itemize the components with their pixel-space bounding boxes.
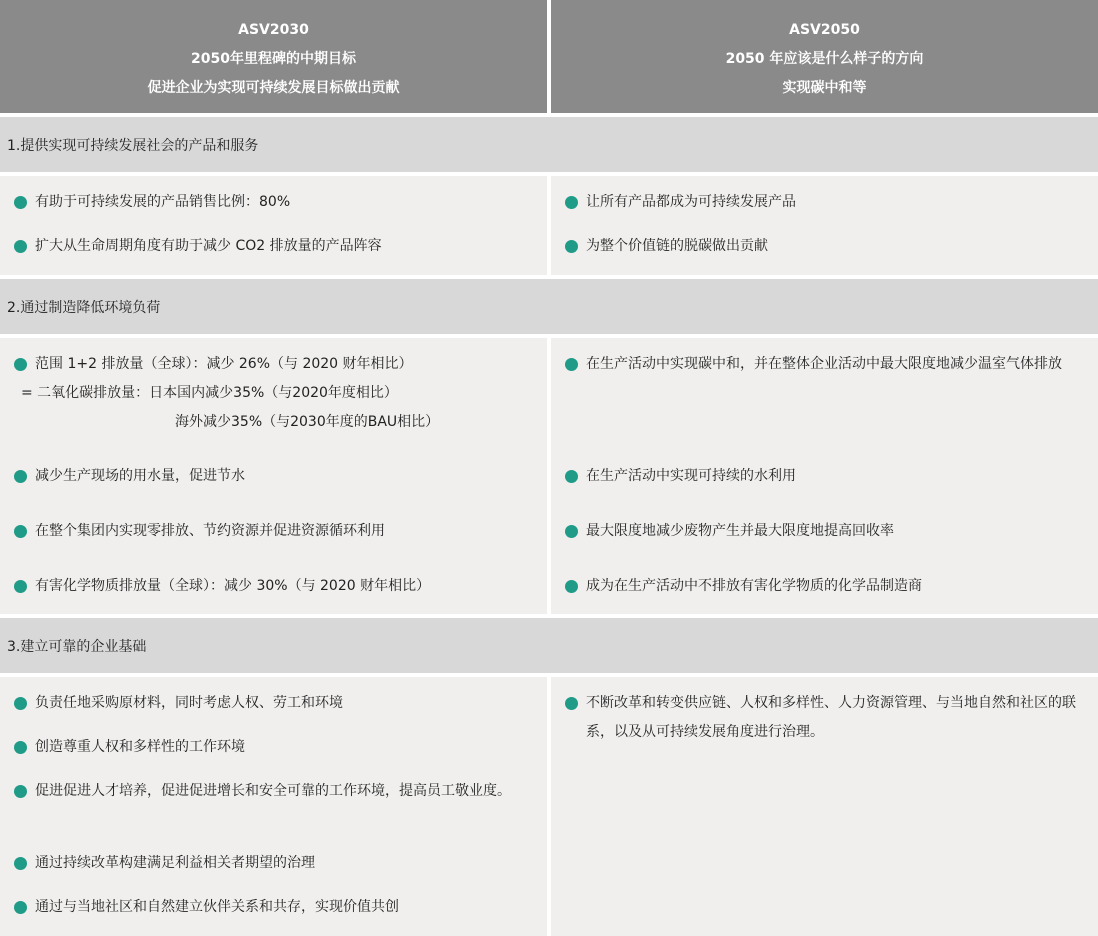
- section-2-asv2030-cell: 范围 1+2 排放量（全球）：减少 26%（与 2020 财年相比） = 二氧化碳排放量：日本国内减少35%（与2020年度相比） 海外减少35%（与2030年度的BAU相比） 减少生产现场的用水量，促进节水 在整个集团内实现零排放、节约资源并促进资源循环利用 有害化学物质排放量（全球）：减少 30%（与 2020 财年相比）: [0, 338, 547, 614]
- header-right-subtitle: 2050 年应该是什么样子的方向: [725, 51, 924, 67]
- section-3-asv2030-cell: 负责任地采购原材料，同时考虑人权、劳工和环境 创造尊重人权和多样性的工作环境 促进促进人才培养，促进促进增长和安全可靠的工作环境，提高员工敬业度。 通过持续改革构建满足利益相关者期望的治理 通过与当地社区和自然建立伙伴关系和共存，实现价值共创: [0, 677, 547, 936]
- bullet-icon: [565, 196, 578, 209]
- list-item-detail: = 二氧化碳排放量：日本国内减少35%（与2020年度相比） 海外减少35%（与2030年度的BAU相比）: [21, 385, 440, 430]
- bullet-icon: [14, 901, 27, 914]
- section-2-asv2050-cell: 在生产活动中实现碳中和，并在整体企业活动中最大限度地减少温室气体排放 在生产活动中实现可持续的水利用 最大限度地减少废物产生并最大限度地提高回收率 成为在生产活动中不排放有害化学物质的化学品制造商: [551, 338, 1098, 614]
- header-asv2050: [551, 0, 1098, 113]
- bullet-icon: [14, 580, 27, 593]
- header-right-title: ASV2050: [789, 22, 860, 38]
- bullet-icon: [14, 240, 27, 253]
- bullet-icon: [14, 196, 27, 209]
- section-1-title: 1.提供实现可持续发展社会的产品和服务: [0, 117, 1098, 172]
- bullet-icon: [14, 697, 27, 710]
- bullet-icon: [565, 697, 578, 710]
- section-3-asv2050-cell: 不断改革和转变供应链、人权和多样性、人力资源管理、与当地自然和社区的联系，以及从可持续发展角度进行治理。: [551, 677, 1098, 936]
- header-left-title: ASV2030: [238, 22, 309, 38]
- bullet-icon: [14, 358, 27, 371]
- header-left-description: 促进企业为实现可持续发展目标做出贡献: [147, 80, 400, 96]
- bullet-icon: [14, 470, 27, 483]
- section-1-asv2030-cell: 有助于可持续发展的产品销售比例：80% 扩大从生命周期角度有助于减少 CO2 排放量的产品阵容: [0, 176, 547, 275]
- bullet-icon: [14, 525, 27, 538]
- bullet-icon: [565, 240, 578, 253]
- section-1-asv2050-cell: 让所有产品都成为可持续发展产品 为整个价值链的脱碳做出贡献: [551, 176, 1098, 275]
- header-right-description: 实现碳中和等: [782, 80, 867, 96]
- bullet-icon: [565, 470, 578, 483]
- bullet-icon: [565, 525, 578, 538]
- bullet-icon: [565, 358, 578, 371]
- section-2-title: 2.通过制造降低环境负荷: [0, 279, 1098, 334]
- section-3-title: 3.建立可靠的企业基础: [0, 618, 1098, 673]
- header-left-subtitle: 2050年里程碑的中期目标: [191, 51, 356, 67]
- bullet-icon: [14, 857, 27, 870]
- bullet-icon: [14, 785, 27, 798]
- bullet-icon: [14, 741, 27, 754]
- bullet-icon: [565, 580, 578, 593]
- header-asv2030: [0, 0, 547, 113]
